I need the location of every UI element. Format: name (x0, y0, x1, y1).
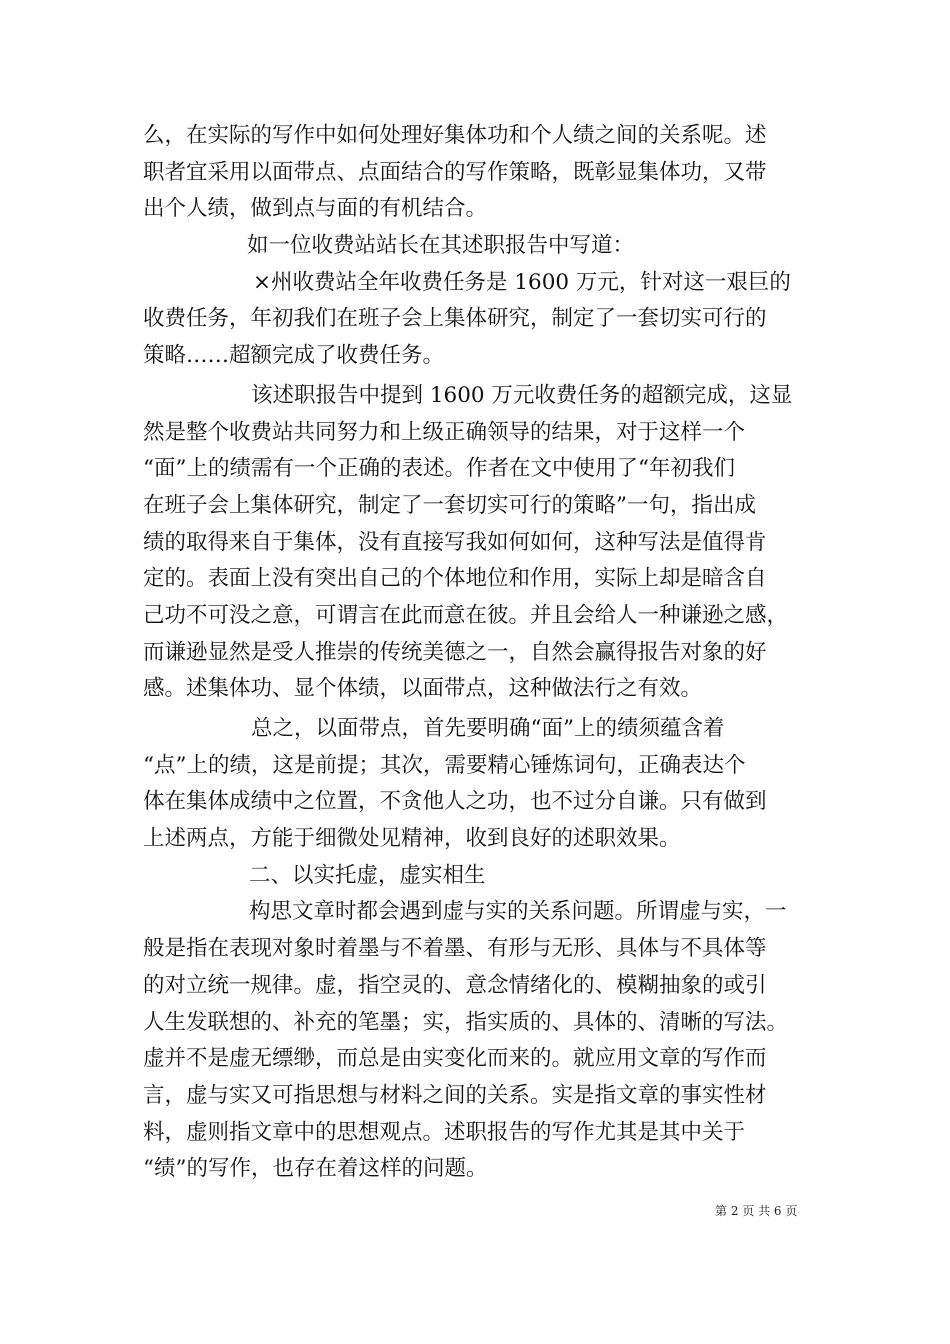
text-line: 言，虚与实又可指思想与材料之间的关系。实是指文章的事实性材 (143, 1082, 767, 1108)
paragraph-start-line: 如一位收费站站长在其述职报告中写道： (247, 233, 635, 259)
text-line: 么，在实际的写作中如何处理好集体功和个人绩之间的关系呢。述 (143, 123, 767, 148)
text-line: “面”上的绩需有一个正确的表述。作者在文中使用了“年初我们 (143, 456, 735, 482)
text-line: 感。述集体功、显个体绩，以面带点，这种做法行之有效。 (143, 676, 703, 702)
text-line: “点”上的绩，这是前提；其次，需要精心锤炼词句，正确表达个 (143, 752, 746, 778)
text-line: 职者宜采用以面带点、点面结合的写作策略，既彰显集体功，又带 (143, 159, 767, 185)
text-line: 虚并不是虚无缥缈，而总是由实变化而来的。就应用文章的写作而 (143, 1046, 767, 1072)
text-line: 己功不可没之意，可谓言在此而意在彼。并且会给人一种谦逊之感， (143, 602, 789, 628)
quote-start-line: ×州收费站全年收费任务是 1600 万元，针对这一艰巨的 (253, 269, 791, 295)
text-line: 体在集体成绩中之位置，不贪他人之功，也不过分自谦。只有做到 (143, 789, 767, 815)
paragraph-start-line: 构思文章时都会遇到虚与实的关系问题。所谓虚与实，一 (249, 899, 787, 925)
text-line: 的对立统一规律。虚，指空灵的、意念情绪化的、模糊抽象的或引 (143, 972, 767, 998)
text-line: 在班子会上集体研究，制定了一套切实可行的策略”一句，指出成 (143, 492, 756, 518)
text-line: “绩”的写作，也存在着这样的问题。 (143, 1156, 488, 1182)
document-body (143, 118, 823, 1188)
text-line: 绩的取得来自于集体，没有直接写我如何如何，这种写法是值得肯 (143, 529, 767, 555)
quote-line: 策略……超额完成了收费任务。 (143, 343, 445, 369)
text-line: 人生发联想的、补充的笔墨；实，指实质的、具体的、清晰的写法。 (143, 1009, 789, 1035)
text-line: 然是整个收费站共同努力和上级正确领导的结果，对于这样一个 (143, 419, 746, 445)
paragraph-start-line: 该述职报告中提到 1600 万元收费任务的超额完成，这显 (251, 382, 793, 408)
text-line: 般是指在表现对象时着墨与不着墨、有形与无形、具体与不具体等 (143, 936, 767, 962)
text-line: 上述两点，方能于细微处见精神，收到良好的述职效果。 (143, 826, 681, 852)
paragraph-start-line: 总之，以面带点，首先要明确“面”上的绩须蕴含着 (251, 716, 725, 741)
text-line: 而谦逊显然是受人推崇的传统美德之一，自然会赢得报告对象的好 (143, 639, 767, 665)
text-line: 料，虚则指文章中的思想观点。述职报告的写作尤其是其中关于 (143, 1119, 746, 1145)
quote-line: 收费任务，年初我们在班子会上集体研究，制定了一套切实可行的 (143, 306, 767, 332)
text-line: 定的。表面上没有突出自己的个体地位和作用，实际上却是暗含自 (143, 566, 767, 592)
page-number-footer: 第 2 页 共 6 页 (715, 1204, 798, 1218)
text-line: 出个人绩，做到点与面的有机结合。 (143, 196, 488, 222)
section-heading: 二、以实托虚，虚实相生 (249, 862, 486, 888)
